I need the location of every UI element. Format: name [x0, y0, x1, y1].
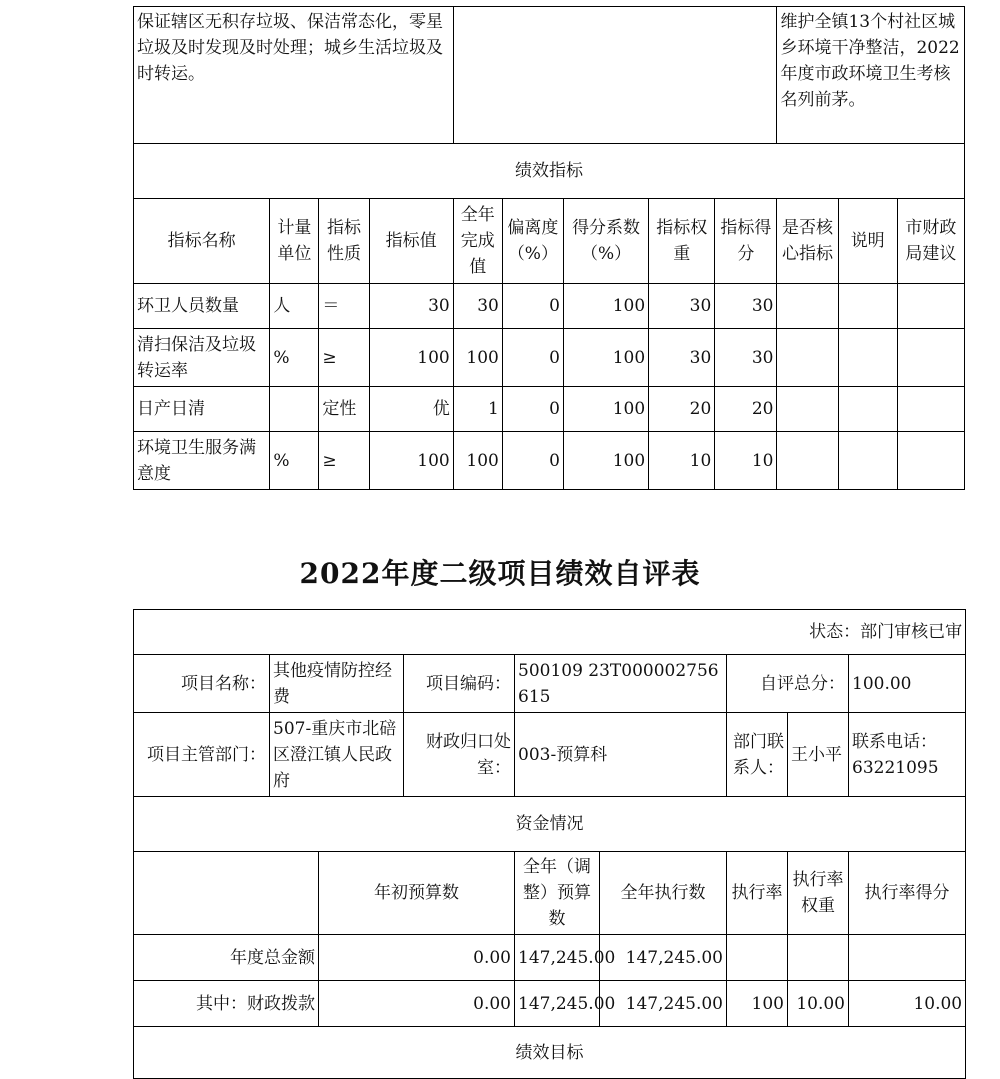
indicator-weight: 10 [649, 432, 715, 490]
indicator-done: 1 [453, 387, 502, 432]
indicator-score: 30 [715, 284, 777, 329]
indicator-weight: 30 [649, 329, 715, 387]
phone-value: 63221095 [852, 757, 939, 778]
indicator-core [777, 387, 838, 432]
indicator-value: 优 [369, 387, 453, 432]
table-row [134, 935, 966, 981]
indicator-header-row [134, 199, 965, 284]
self-score-label: 自评总分： [727, 655, 849, 713]
header-cell: 是否核心指标 [777, 199, 838, 284]
funds-weight: 10.00 [788, 981, 849, 1027]
indicator-core [777, 432, 838, 490]
funds-header-row [134, 852, 966, 935]
indicator-coefficient: 100 [563, 432, 648, 490]
status-text: 状态：部门审核已审 [134, 610, 966, 655]
indicator-advice [897, 329, 964, 387]
header-cell: 全年（调整）预算数 [515, 852, 600, 935]
indicator-note [838, 432, 897, 490]
project-name-label: 项目名称： [134, 655, 270, 713]
dept-label: 项目主管部门： [134, 713, 270, 797]
header-cell: 年初预算数 [319, 852, 515, 935]
indicator-nature: ≥ [319, 432, 369, 490]
funds-row-label: 年度总金额 [134, 935, 319, 981]
funds-section-title: 资金情况 [134, 797, 966, 852]
header-cell: 执行率 [727, 852, 788, 935]
funds-rate: 100 [727, 981, 788, 1027]
indicator-weight: 30 [649, 284, 715, 329]
department-info-row [134, 713, 966, 797]
goal-left-text: 保证辖区无积存垃圾、保洁常态化，零星垃圾及时发现及时处理；城乡生活垃圾及时转运。 [134, 7, 454, 144]
project-info-row [134, 655, 966, 713]
indicator-unit [270, 387, 319, 432]
header-cell: 指标值 [369, 199, 453, 284]
contact-value: 王小平 [788, 713, 849, 797]
header-cell: 全年完成值 [453, 199, 502, 284]
header-cell: 市财政局建议 [897, 199, 964, 284]
indicator-done: 100 [453, 329, 502, 387]
table-row [134, 981, 966, 1027]
indicator-deviation: 0 [502, 284, 563, 329]
header-cell: 说明 [838, 199, 897, 284]
indicator-score: 20 [715, 387, 777, 432]
indicator-core [777, 329, 838, 387]
indicator-done: 30 [453, 284, 502, 329]
indicator-unit: 人 [270, 284, 319, 329]
indicator-note [838, 329, 897, 387]
indicator-coefficient: 100 [563, 284, 648, 329]
table-row [134, 387, 965, 432]
indicator-name: 日产日清 [134, 387, 270, 432]
indicator-note [838, 387, 897, 432]
indicator-nature: 定性 [319, 387, 369, 432]
indicator-advice [897, 432, 964, 490]
contact-label: 部门联系人： [727, 713, 788, 797]
indicator-coefficient: 100 [563, 329, 648, 387]
indicator-weight: 20 [649, 387, 715, 432]
header-cell: 全年执行数 [600, 852, 727, 935]
header-cell: 执行率得分 [849, 852, 966, 935]
funds-score [849, 935, 966, 981]
funds-executed: 147,245.00 [600, 935, 727, 981]
indicator-score: 10 [715, 432, 777, 490]
header-cell: 指标权重 [649, 199, 715, 284]
funds-row-label: 其中：财政拨款 [134, 981, 319, 1027]
self-score-value: 100.00 [849, 655, 966, 713]
indicator-nature: ＝ [319, 284, 369, 329]
goal-description-row [134, 7, 965, 144]
funds-initial: 0.00 [319, 981, 515, 1027]
funds-adjusted: 147,245.00 [515, 981, 600, 1027]
funds-score: 10.00 [849, 981, 966, 1027]
header-cell: 指标名称 [134, 199, 270, 284]
indicator-value: 100 [369, 329, 453, 387]
funds-rate [727, 935, 788, 981]
indicator-unit: % [270, 432, 319, 490]
table-row [134, 284, 965, 329]
indicator-nature: ≥ [319, 329, 369, 387]
indicator-name: 清扫保洁及垃圾转运率 [134, 329, 270, 387]
header-cell: 计量单位 [270, 199, 319, 284]
header-cell: 得分系数（%） [563, 199, 648, 284]
table-row [134, 432, 965, 490]
indicator-coefficient: 100 [563, 387, 648, 432]
project-self-evaluation-table [133, 609, 966, 1079]
performance-indicator-table [133, 6, 965, 490]
goal-middle-text [453, 7, 777, 144]
project-code-label: 项目编码： [404, 655, 515, 713]
funds-executed: 147,245.00 [600, 981, 727, 1027]
goal-section-title: 绩效目标 [134, 1027, 966, 1079]
indicator-section-title: 绩效指标 [134, 144, 965, 199]
indicator-score: 30 [715, 329, 777, 387]
indicator-name: 环卫人员数量 [134, 284, 270, 329]
indicator-deviation: 0 [502, 432, 563, 490]
page-title: 2022年度二级项目绩效自评表 [299, 557, 701, 590]
header-cell: 偏离度（%） [502, 199, 563, 284]
indicator-deviation: 0 [502, 329, 563, 387]
table-row [134, 329, 965, 387]
header-cell: 执行率权重 [788, 852, 849, 935]
phone-cell [849, 713, 966, 797]
goal-right-text: 维护全镇13个村社区城乡环境干净整洁，2022年度市政环境卫生考核名列前茅。 [777, 7, 965, 144]
header-cell: 指标性质 [319, 199, 369, 284]
indicator-name: 环境卫生服务满意度 [134, 432, 270, 490]
indicator-advice [897, 284, 964, 329]
indicator-core [777, 284, 838, 329]
indicator-deviation: 0 [502, 387, 563, 432]
funds-adjusted: 147,245.00 [515, 935, 600, 981]
indicator-unit: % [270, 329, 319, 387]
dept-value: 507-重庆市北碚区澄江镇人民政府 [270, 713, 404, 797]
header-cell: 指标得分 [715, 199, 777, 284]
project-code-value: 500109 23T000002756615 [515, 655, 727, 713]
phone-label: 联系电话： [852, 731, 937, 752]
finance-office-label: 财政归口处室： [404, 713, 515, 797]
header-cell [134, 852, 319, 935]
funds-weight [788, 935, 849, 981]
indicator-value: 100 [369, 432, 453, 490]
indicator-done: 100 [453, 432, 502, 490]
indicator-advice [897, 387, 964, 432]
indicator-value: 30 [369, 284, 453, 329]
indicator-note [838, 284, 897, 329]
funds-initial: 0.00 [319, 935, 515, 981]
finance-office-value: 003-预算科 [515, 713, 727, 797]
project-name-value: 其他疫情防控经费 [270, 655, 404, 713]
